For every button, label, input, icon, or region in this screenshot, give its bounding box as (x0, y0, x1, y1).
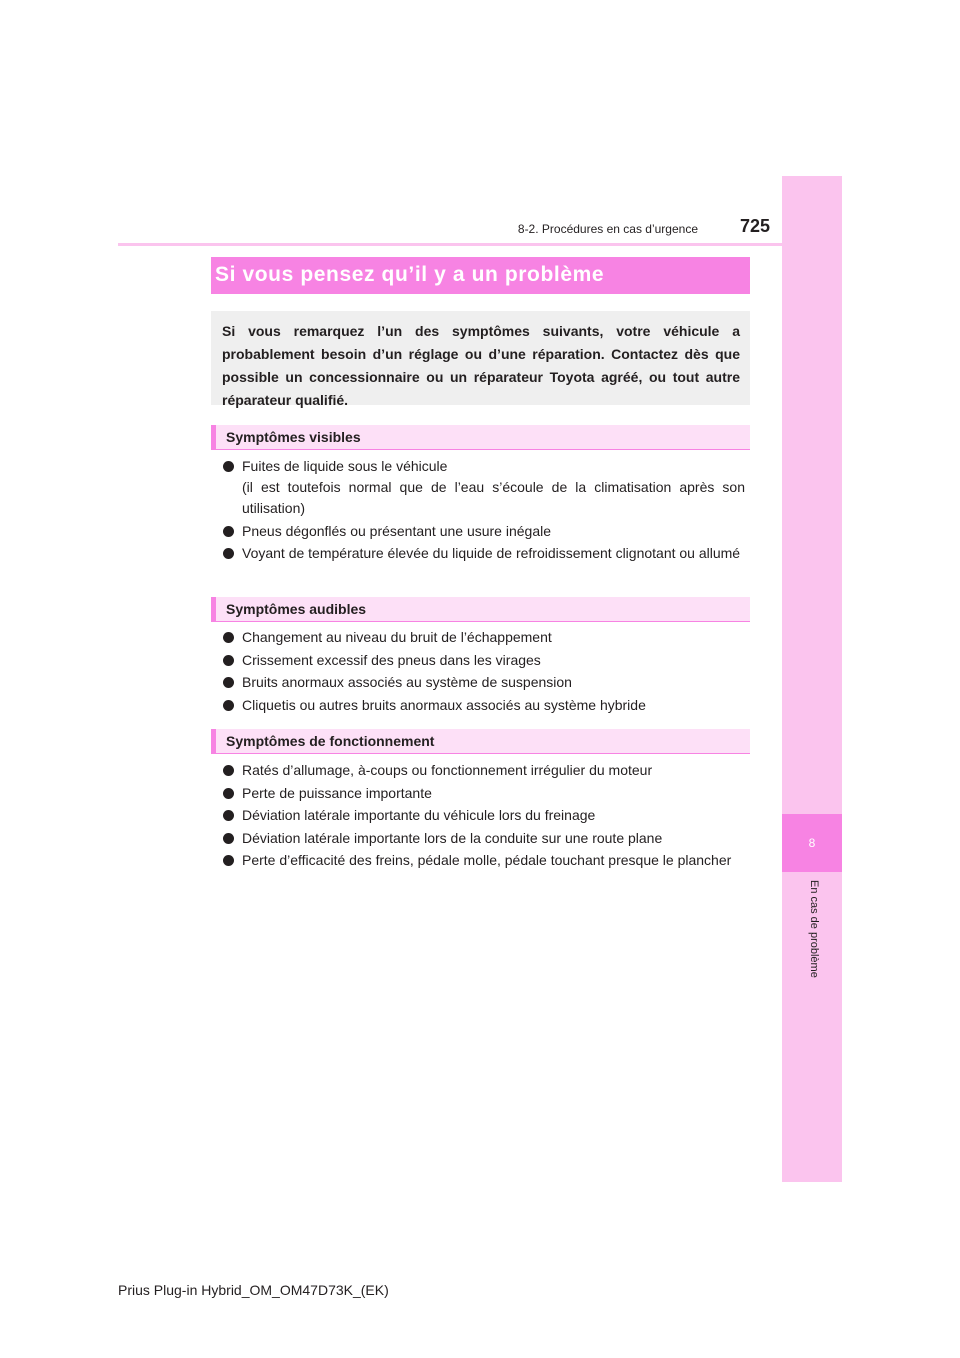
bullet-icon (223, 700, 234, 711)
page-title: Si vous pensez qu’il y a un problème (215, 263, 605, 286)
section-heading-visible (211, 425, 750, 450)
list-item: Changement au niveau du bruit de l’échappement (222, 627, 745, 648)
bullet-icon (223, 855, 234, 866)
footer-document-id: Prius Plug-in Hybrid_OM_OM47D73K_(EK) (118, 1282, 389, 1298)
section-heading-text: Symptômes de fonctionnement (226, 733, 435, 749)
chapter-label: En cas de problème (808, 880, 820, 978)
chapter-side-tab (782, 176, 842, 1182)
bullet-icon (223, 632, 234, 643)
section-reference: 8-2. Procédures en cas d’urgence (517, 222, 698, 236)
chapter-number: 8 (782, 814, 842, 872)
page-number: 725 (740, 216, 771, 236)
list-item: Crissement excessif des pneus dans les virages (222, 650, 745, 671)
bullet-icon (223, 461, 234, 472)
list-item: Déviation latérale importante lors de la conduite sur une route plane (222, 828, 745, 849)
section-heading-operation (211, 729, 750, 754)
bullet-icon (223, 810, 234, 821)
section-heading-audible (211, 597, 750, 622)
section-heading-text: Symptômes visibles (226, 429, 361, 445)
bullet-icon (223, 526, 234, 537)
bullet-icon (223, 833, 234, 844)
section-heading-text: Symptômes audibles (226, 601, 367, 617)
list-item: Perte d’efficacité des freins, pédale molle, pédale touchant presque le plancher (222, 850, 745, 871)
list-item: Voyant de température élevée du liquide de refroidissement clignotant ou allumé (222, 543, 745, 564)
list-item: Ratés d’allumage, à-coups ou fonctionnement irrégulier du moteur (222, 760, 745, 781)
bullet-icon (223, 765, 234, 776)
audible-symptoms-list (222, 627, 745, 717)
list-item: Perte de puissance importante (222, 783, 745, 804)
header-divider (118, 243, 842, 246)
bullet-icon (223, 677, 234, 688)
bullet-icon (223, 655, 234, 666)
operation-symptoms-list (222, 760, 745, 873)
intro-text: Si vous remarquez l’un des symptômes suivants, votre véhicule a probablement besoin d’un réglage ou d’une réparation. Contactez dès que possible un concessionnaire ou un réparateur Toyota agréé, ou tout autre réparateur qualifié. (222, 323, 740, 408)
list-item: Pneus dégonflés ou présentant une usure inégale (222, 521, 745, 542)
list-item: Bruits anormaux associés au système de suspension (222, 672, 745, 693)
list-item: Cliquetis ou autres bruits anormaux associés au système hybride (222, 695, 745, 716)
visible-symptoms-list (222, 456, 745, 566)
list-item: Déviation latérale importante du véhicule lors du freinage (222, 805, 745, 826)
bullet-icon (223, 548, 234, 559)
bullet-icon (223, 788, 234, 799)
list-item: Fuites de liquide sous le véhicule (il est toutefois normal que de l’eau s’écoule de la climatisation après son utilisation) (222, 456, 745, 519)
